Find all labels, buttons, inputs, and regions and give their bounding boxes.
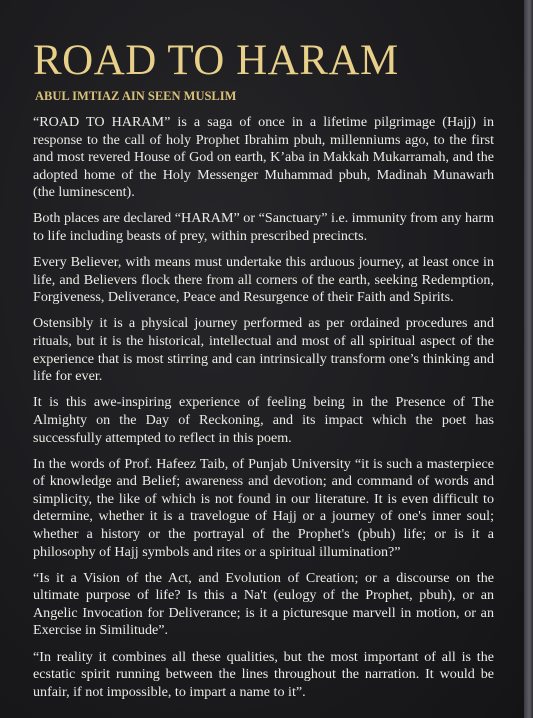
blurb-paragraph: Every Believer, with means must undertake this arduous journey, at least once in life, and Believers flock there from all corners of the earth, seeking Redemption, Forgiveness, Deliverance, Peace and Resurgence of their Faith and Spirits. (33, 254, 494, 306)
blurb-paragraph: Ostensibly it is a physical journey performed as per ordained procedures and rituals, but it is the historical, intellectual and most of all spiritual aspect of the experience that is most stirring and can intrinsically transform one’s thinking and life for ever. (33, 315, 494, 385)
blurb-paragraph: “In reality it combines all these qualities, but the most important of all is the ecstatic spirit running between the lines throughout the narration. It would be unfair, if not impossible, to impart a name to it”. (33, 648, 494, 700)
blurb-text (33, 114, 494, 710)
blurb-paragraph: Both places are declared “HARAM” or “Sanctuary” i.e. immunity from any harm to life including beasts of prey, within prescribed precincts. (33, 210, 494, 245)
cover-edge (524, 0, 533, 718)
blurb-paragraph: “ROAD TO HARAM” is a saga of once in a lifetime pilgrimage (Hajj) in response to the call of holy Prophet Ibrahim pbuh, millenniums ago, to the first and most revered House of God on earth, K’aba in Makkah Mukarramah, and the adopted home of the Holy Messenger Muhammad pbuh, Madinah Munawarh (the luminescent). (33, 114, 494, 201)
blurb-paragraph: “Is it a Vision of the Act, and Evolution of Creation; or a discourse on the ultimate purpose of life? Is this a Na't (eulogy of the Prophet, pbuh), or an Angelic Invocation for Deliverance; is it a picturesque marvell in motion, or an Exercise in Similitude”. (33, 569, 494, 639)
book-author: ABUL IMTIAZ AIN SEEN MUSLIM (35, 89, 237, 103)
book-title: ROAD TO HARAM (33, 37, 399, 84)
blurb-paragraph: In the words of Prof. Hafeez Taib, of Punjab University “it is such a masterpiece of knowledge and Belief; awareness and devotion; and command of words and simplicity, the like of which is not found in our literature. It is even difficult to determine, whether it is a travelogue of Hajj or a journey of one's inner soul; whether a history or the portrayal of the Prophet's (pbuh) life; or is it a philosophy of Hajj symbols and rites or a spiritual illumination?” (33, 455, 494, 560)
blurb-paragraph: It is this awe-inspiring experience of feeling being in the Presence of The Almighty on the Day of Reckoning, and its impact which the poet has successfully attempted to reflect in this poem. (33, 394, 494, 446)
